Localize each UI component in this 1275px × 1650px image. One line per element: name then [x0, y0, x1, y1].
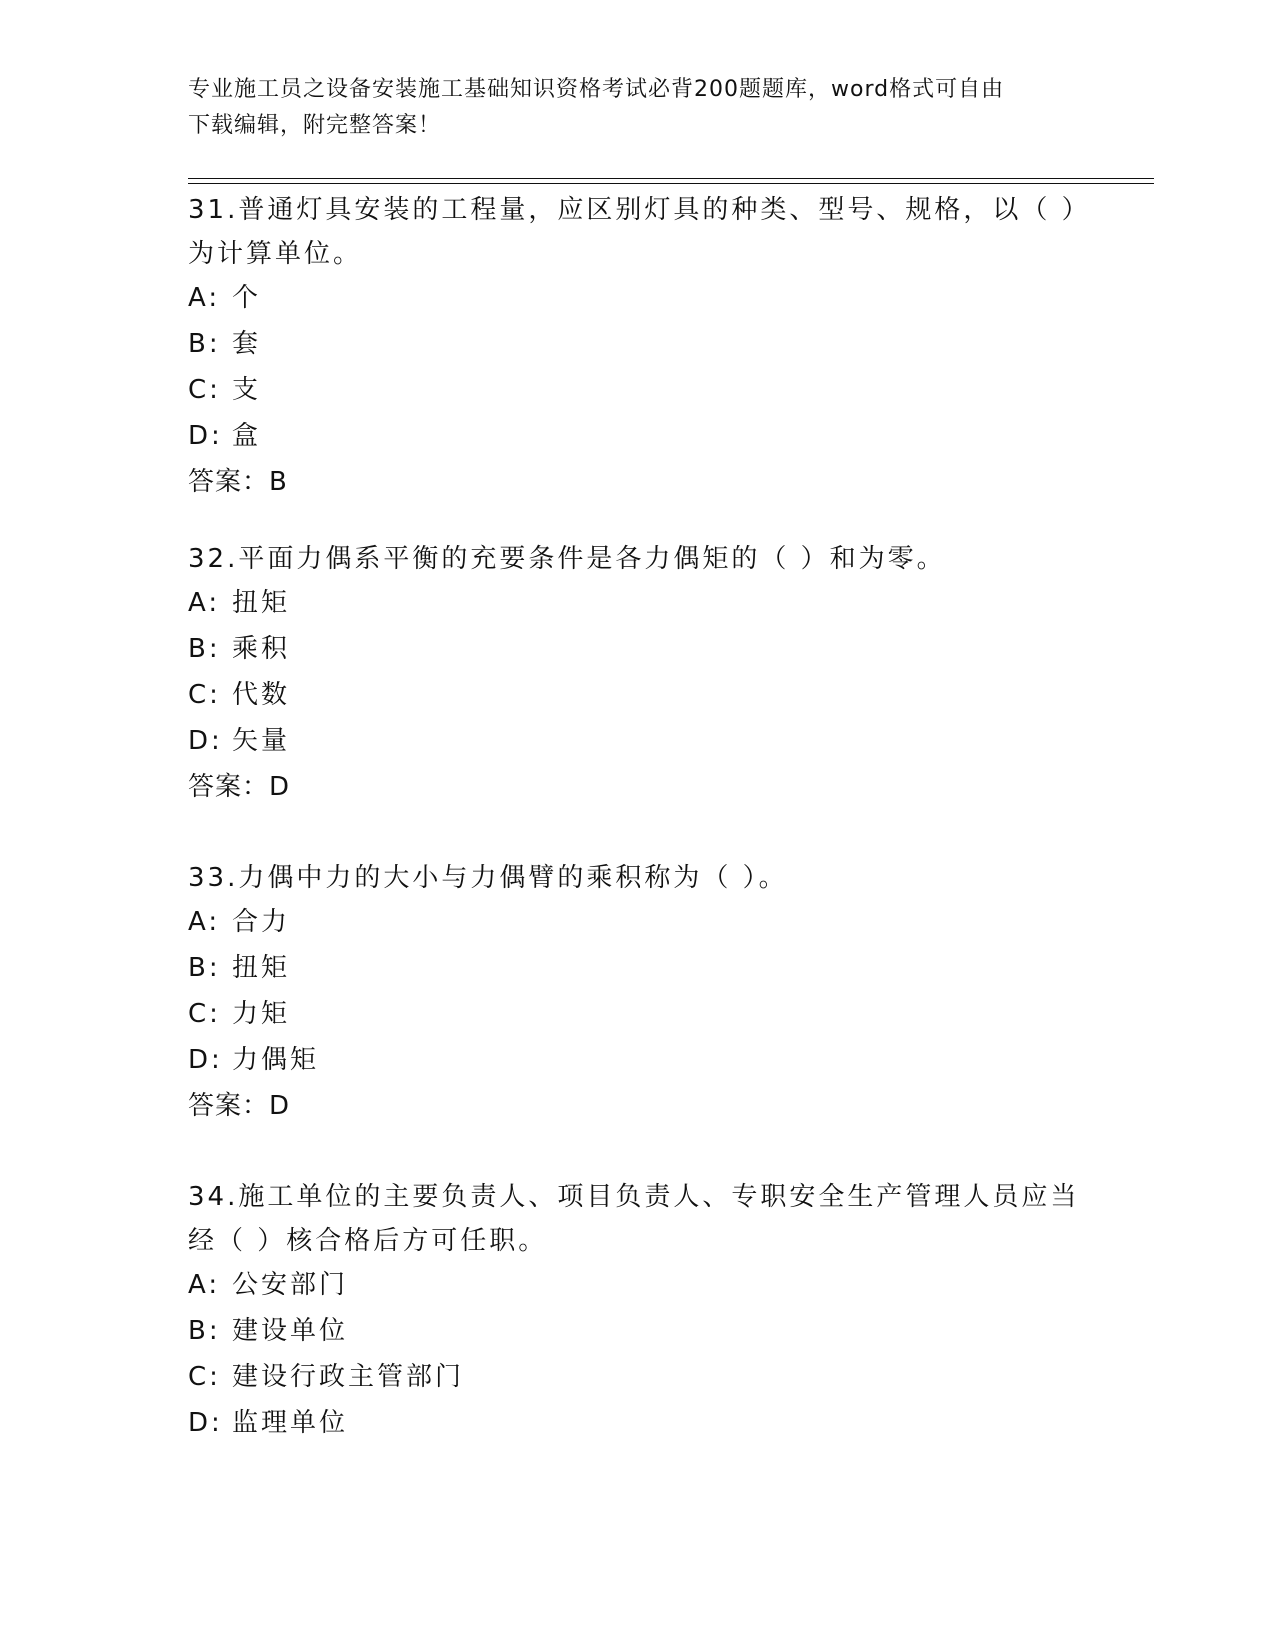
option-d — [188, 1038, 1088, 1084]
option-d — [188, 719, 1088, 765]
option-key: D: — [188, 726, 223, 756]
option-key: C: — [188, 680, 221, 710]
option-d — [188, 1401, 1088, 1447]
option-key: D: — [188, 1045, 223, 1075]
option-text: 监理单位 — [232, 1408, 349, 1438]
option-text: 公安部门 — [232, 1270, 349, 1300]
option-text: 建设行政主管部门 — [232, 1362, 465, 1392]
option-key: D: — [188, 1408, 223, 1438]
option-text: 支 — [232, 375, 262, 405]
option-text: 代数 — [232, 680, 291, 710]
option-b — [188, 627, 1088, 673]
option-text: 建设单位 — [232, 1316, 349, 1346]
option-key: A: — [188, 1270, 221, 1300]
answer: 答案：D — [188, 1091, 291, 1121]
question-33 — [188, 856, 1088, 1130]
option-text: 矢量 — [232, 726, 291, 756]
option-c — [188, 368, 1088, 414]
option-c — [188, 673, 1088, 719]
option-key: D: — [188, 421, 223, 451]
option-key: A: — [188, 588, 221, 618]
document-header — [188, 72, 1088, 144]
option-text: 个 — [232, 283, 262, 313]
option-text: 盒 — [232, 421, 262, 451]
option-c — [188, 992, 1088, 1038]
option-key: C: — [188, 1362, 221, 1392]
answer: 答案：D — [188, 772, 291, 802]
option-text: 合力 — [232, 907, 291, 937]
question-stem: 31.普通灯具安装的工程量，应区别灯具的种类、型号、规格，以（ ）为计算单位。 — [188, 195, 1078, 269]
header-line-2: 下载编辑，附完整答案！ — [188, 113, 442, 138]
option-b — [188, 322, 1088, 368]
header-line-1: 专业施工员之设备安装施工基础知识资格考试必背200题题库，word格式可自由 — [188, 77, 1005, 102]
option-text: 力偶矩 — [232, 1045, 320, 1075]
option-key: B: — [188, 953, 221, 983]
option-key: A: — [188, 283, 221, 313]
option-b — [188, 1309, 1088, 1355]
option-a — [188, 1263, 1088, 1309]
question-32 — [188, 537, 1088, 811]
option-a — [188, 581, 1088, 627]
option-key: C: — [188, 375, 221, 405]
option-key: B: — [188, 329, 221, 359]
option-key: B: — [188, 1316, 221, 1346]
option-key: C: — [188, 999, 221, 1029]
option-text: 乘积 — [232, 634, 291, 664]
question-34 — [188, 1175, 1088, 1447]
option-c — [188, 1355, 1088, 1401]
option-b — [188, 946, 1088, 992]
option-text: 套 — [232, 329, 262, 359]
header-divider-bottom — [188, 183, 1154, 184]
option-text: 扭矩 — [232, 953, 291, 983]
option-a — [188, 276, 1088, 322]
option-a — [188, 900, 1088, 946]
question-stem: 34.施工单位的主要负责人、项目负责人、专职安全生产管理人员应当经（ ）核合格后方可任职。 — [188, 1182, 1080, 1256]
header-divider-top — [188, 178, 1154, 179]
option-text: 力矩 — [232, 999, 291, 1029]
question-31 — [188, 188, 1088, 506]
question-stem: 33.力偶中力的大小与力偶臂的乘积称为（ ）。 — [188, 863, 788, 893]
option-key: B: — [188, 634, 221, 664]
option-key: A: — [188, 907, 221, 937]
option-d — [188, 414, 1088, 460]
question-stem: 32.平面力偶系平衡的充要条件是各力偶矩的（ ）和为零。 — [188, 544, 946, 574]
option-text: 扭矩 — [232, 588, 291, 618]
answer: 答案：B — [188, 467, 288, 497]
